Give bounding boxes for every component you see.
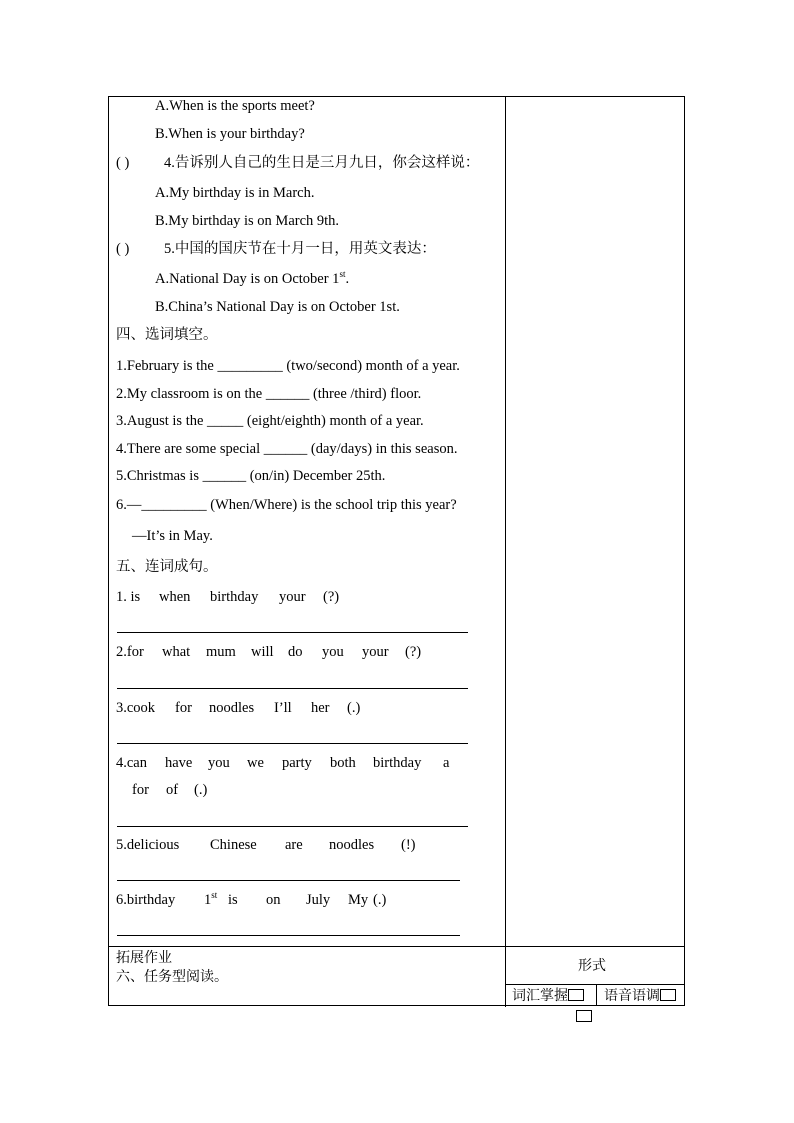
fill-item-3: 3.August is the _____ (eight/eighth) month of a year. xyxy=(116,413,424,429)
row-divider xyxy=(109,946,684,947)
q5-option-b: B.China’s National Day is on October 1st. xyxy=(155,299,400,315)
q3-option-b: B.When is your birthday? xyxy=(155,126,305,142)
section5-title: 五、连词成句。 xyxy=(116,559,218,575)
q3-option-a: A.When is the sports meet? xyxy=(155,98,315,114)
vocab-checkbox[interactable] xyxy=(568,989,584,1001)
reorder-q4-line2: for of (.) xyxy=(132,782,208,798)
fill-item-6: 6.—_________ (When/Where) is the school trip this year? xyxy=(116,497,457,513)
answer-line-1 xyxy=(117,632,468,633)
q4-stem: 4.告诉别人自己的生日是三月九日，你会这样说： xyxy=(164,155,480,171)
vocab-mastery-option xyxy=(512,987,584,1005)
form-divider xyxy=(505,984,685,985)
answer-line-5 xyxy=(117,880,460,881)
q4-option-a: A.My birthday is in March. xyxy=(155,185,315,201)
form-column-divider xyxy=(596,984,597,1006)
reorder-q1: 1. is when birthday your (?) xyxy=(116,589,340,605)
extension-homework-label: 拓展作业 xyxy=(116,950,172,966)
form-header: 形式 xyxy=(578,958,606,974)
reorder-q6: 6.birthday 1st is on July My (.) xyxy=(116,890,387,908)
q5-option-a: A.National Day is on October 1st. xyxy=(155,269,350,287)
reorder-q3: 3.cook for noodles I’ll her (.) xyxy=(116,700,361,716)
extra-checkbox-row xyxy=(576,1008,592,1026)
reorder-q5: 5.delicious Chinese are noodles (!) xyxy=(116,837,416,853)
q4-option-b: B.My birthday is on March 9th. xyxy=(155,213,340,229)
answer-line-2 xyxy=(117,688,468,689)
pronunciation-label: 语音语调 xyxy=(604,988,660,1004)
reorder-q2: 2.for what mum will do you your (?) xyxy=(116,644,422,660)
fill-item-6-answer: —It’s in May. xyxy=(132,528,213,544)
worksheet-table xyxy=(108,96,685,1006)
q4-answer-paren: ( ) xyxy=(116,155,130,171)
fill-item-4: 4.There are some special ______ (day/days) in this season. xyxy=(116,441,458,457)
q5-answer-paren: ( ) xyxy=(116,241,130,257)
pronunciation-checkbox[interactable] xyxy=(660,989,676,1001)
reorder-q4-line1: 4.can have you we party both birthday a xyxy=(116,755,450,771)
extra-checkbox[interactable] xyxy=(576,1010,592,1022)
vocab-mastery-label: 词汇掌握 xyxy=(512,988,568,1004)
answer-line-6 xyxy=(117,935,460,936)
section4-title: 四、选词填空。 xyxy=(116,327,218,343)
answer-line-3 xyxy=(117,743,468,744)
fill-item-2: 2.My classroom is on the ______ (three /third) floor. xyxy=(116,386,422,402)
q5-stem: 5.中国的国庆节在十月一日，用英文表达： xyxy=(164,241,436,257)
fill-item-1: 1.February is the _________ (two/second) month of a year. xyxy=(116,358,460,374)
section6-title: 六、任务型阅读。 xyxy=(116,969,228,985)
answer-line-4 xyxy=(117,826,468,827)
pronunciation-option xyxy=(604,987,676,1005)
fill-item-5: 5.Christmas is ______ (on/in) December 25th. xyxy=(116,468,386,484)
column-divider xyxy=(505,97,506,1007)
